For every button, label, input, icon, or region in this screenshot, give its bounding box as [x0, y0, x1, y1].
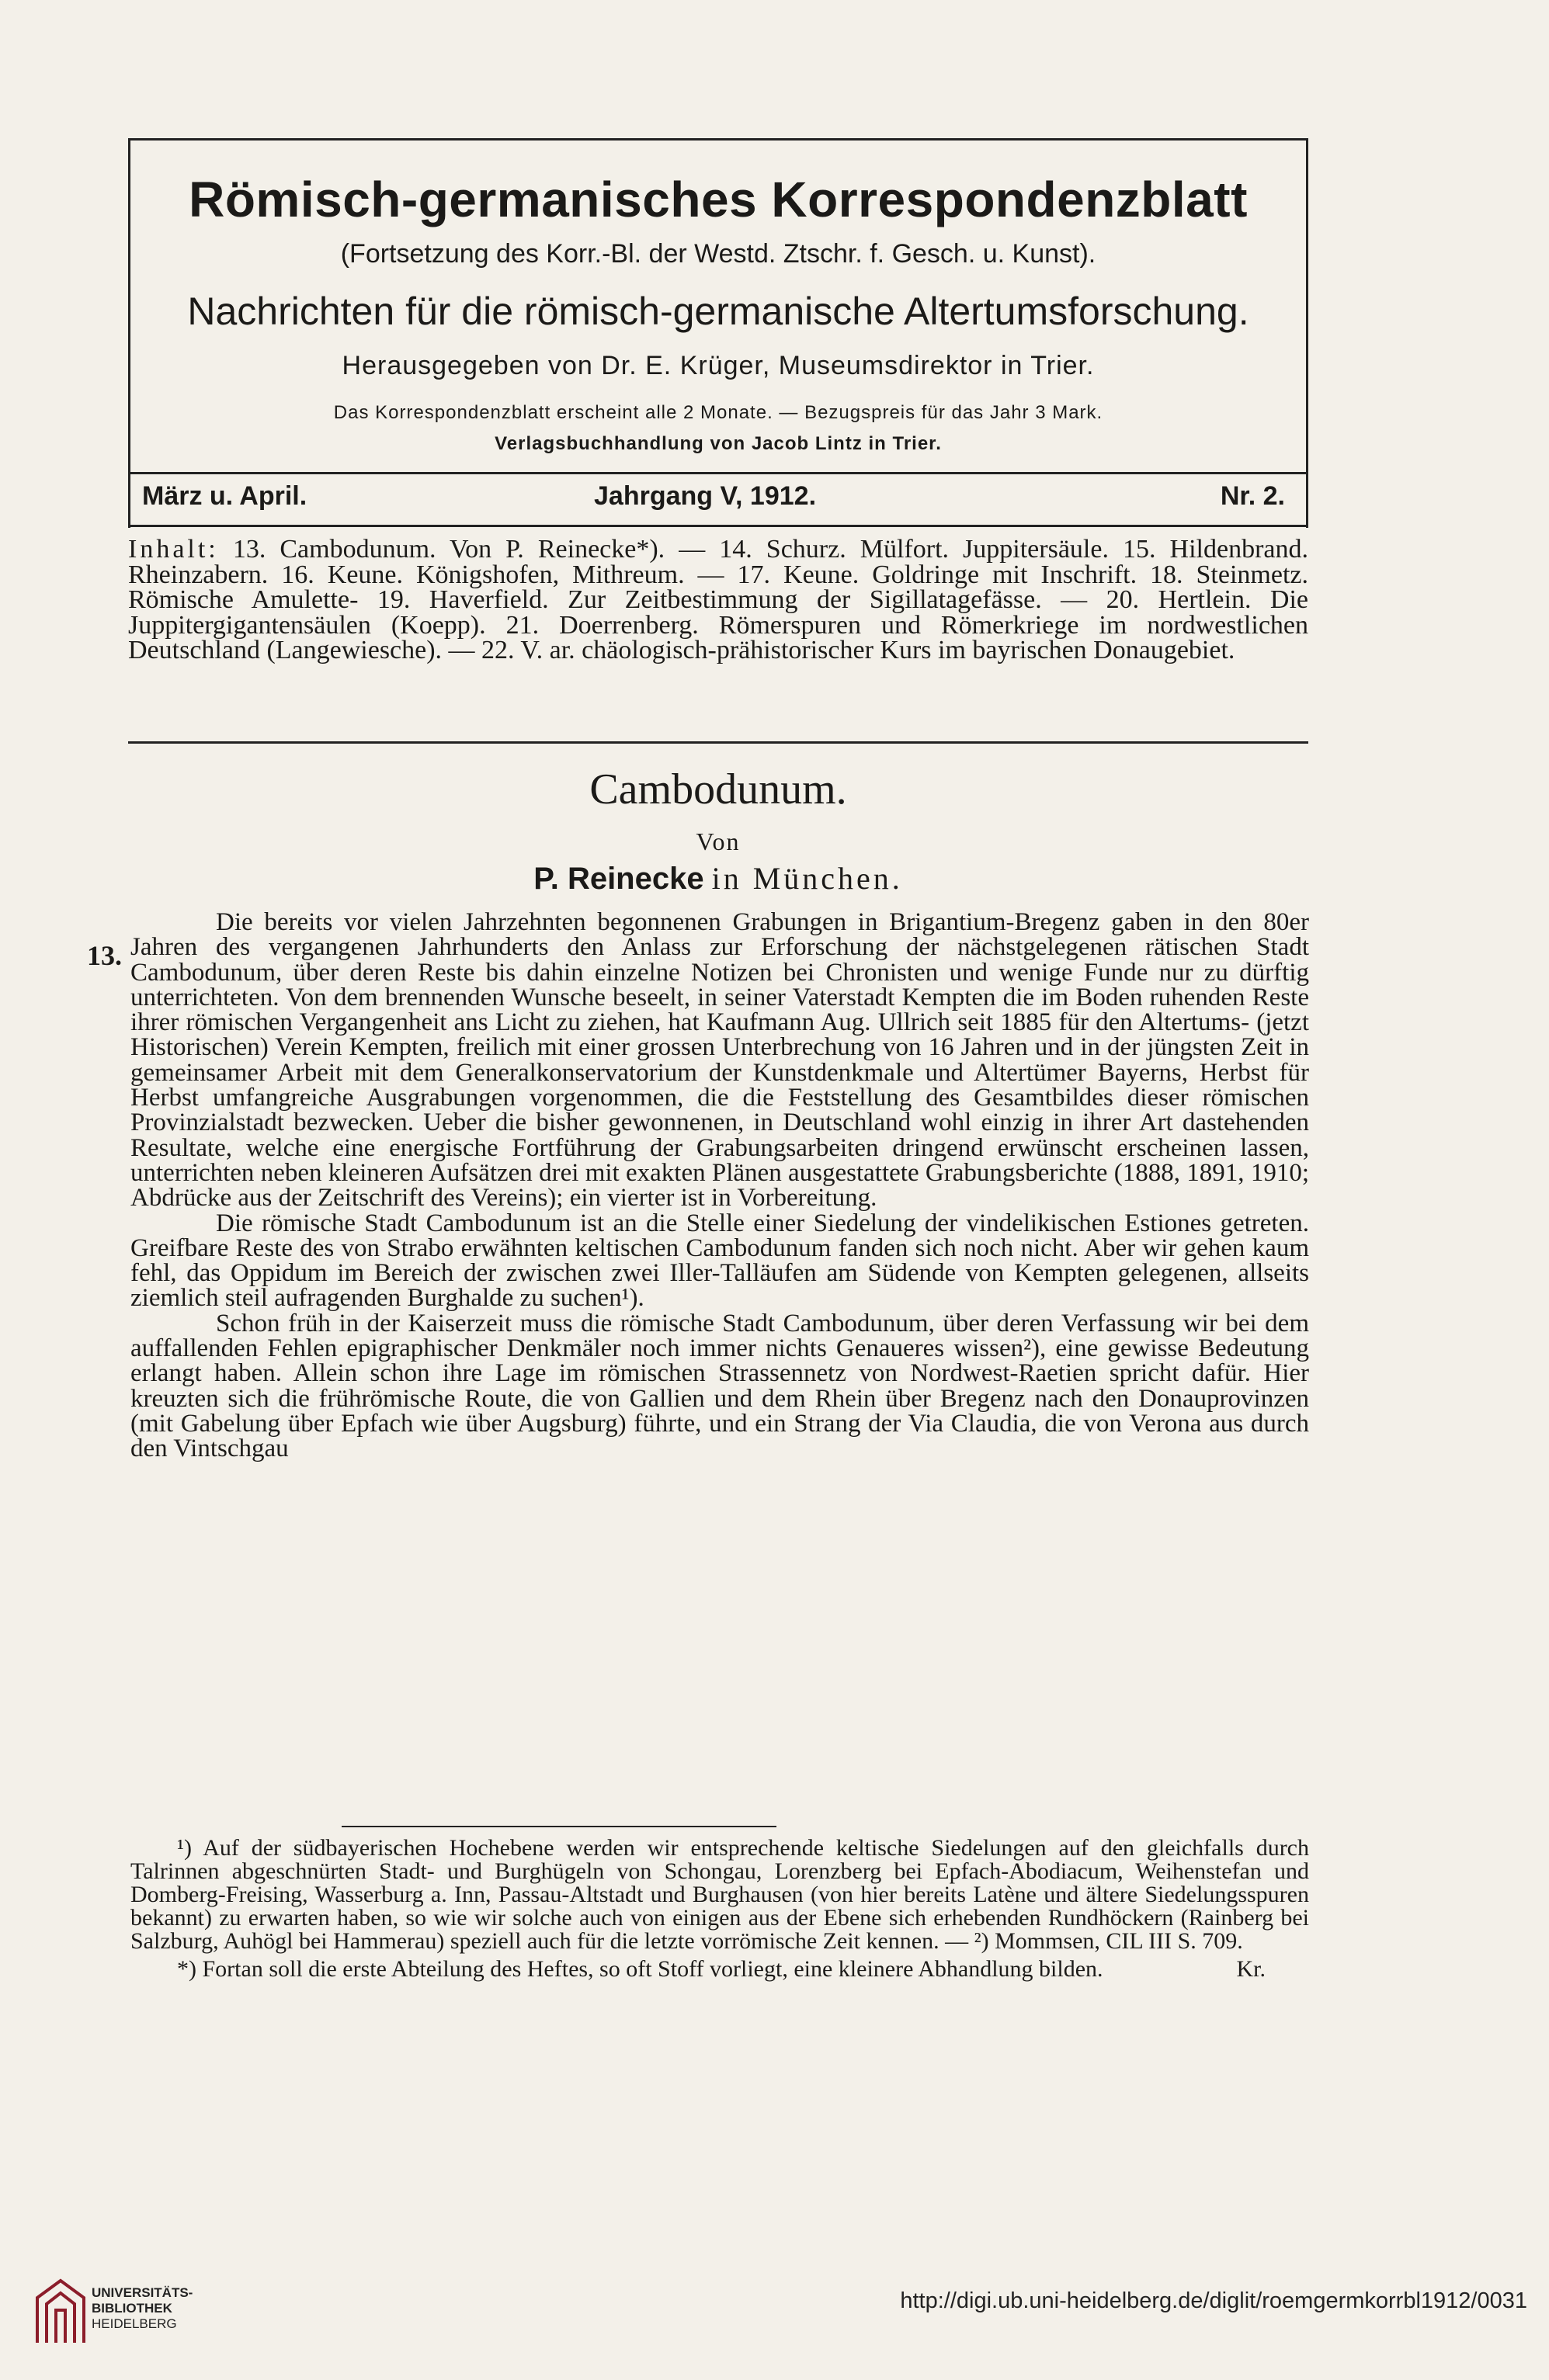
toc-entries: 13. Cambodunum. Von P. Reinecke*). — 14. Schurz. Mülfort. Juppitersäule. 15. Hildenbrand. Rheinzabern. 16. Keune. Königshofen, Mithreum. — 17. Keune. Goldringe mit Inschrift. 18. Steinmetz. Römische Amulette- 19. Haverfield. Zur Zeitbestimmung der Sigillatagefässe. — 20. Hertlein. Die Juppitergigantensäulen (Koepp). 21. Doerrenberg. Römerspuren und Römerkriege im nordwestlichen Deutschland (Langewiesche). — 22. V. ar. chäologisch-prähistorischer Kurs im bayrischen Donaugebiet. [128, 535, 1308, 664]
toc-label: Inhalt: [128, 535, 219, 564]
author-name: P. Reinecke [533, 862, 704, 896]
journal-subtitle: (Fortsetzung des Korr.-Bl. der Westd. Ztschr. f. Gesch. u. Kunst). [340, 239, 1096, 269]
footnote: ¹) Auf der südbayerischen Hochebene werden wir entsprechende keltische Siedelungen auf den gleichfalls durch Talrinnen abgeschnürten Stadt- und Burghügeln von Schongau, Lorenzberg bei Epfach-Abodiacum, Weihenstefan und Domberg-Freising, Wasserburg a. Inn, Passau-Altstadt und Burghausen (von hier bereits Latène und ältere Siedelungsspuren bekannt) zu erwarten haben, so wie wir solche auch von einigen aus der Ebene sich erhebenden Rundhöckern (Rainberg bei Salzburg, Auhögl bei Hammerau) speziell auch für die letzte vorrömische Zeit kennen. — ²) Mommsen, CIL III S. 709. [130, 1835, 1309, 1954]
library-line: BIBLIOTHEK [92, 2301, 172, 2316]
footnote [130, 1958, 1309, 1981]
margin-number: 13. [87, 940, 122, 971]
issue-info [128, 481, 1308, 520]
toc-rule [128, 741, 1308, 744]
library-line: HEIDELBERG [92, 2316, 177, 2331]
journal-tagline: Nachrichten für die römisch-germanische Altertumsforschung. [187, 290, 1249, 333]
paragraph: Die bereits vor vielen Jahrzehnten begonnenen Grabungen in Brigantium-Bregenz gaben in den 80er Jahren des vergangenen Jahrhunderts den Anlass zur Erforschung der nächstgelegenen rätischen Stadt Cambodunum, über deren Reste bis dahin einzelne Notizen bei Chronisten und wenige Funde nur zu dürftig unterrichteten. Von dem brennenden Wunsche beseelt, in seiner Vaterstadt Kempten die im Boden ruhenden Reste ihrer römischen Vergangenheit ans Licht zu ziehen, hat Kaufmann Aug. Ullrich seit 1885 für den Altertums- (jetzt Historischen) Verein Kempten, freilich mit einer grossen Unterbrechung von 16 Jahren und in der jüngsten Zeit in gemeinsamer Arbeit mit dem Generalkonservatorium der Kunstdenkmale und Altertümer Bayerns, Herbst für Herbst umfangreiche Ausgrabungen vorgenommen, die die Feststellung des Gesamtbildes dieser römischen Provinzialstadt bezwecken. Ueber die bisher gewonnenen, in Deutschland wohl einzig in ihrer Art dastehenden Resultate, welche eine energische Fortführung der Grabungsarbeiten dringend erwünscht erscheinen lassen, unterrichten neben kleineren Aufsätzen drei mit exakten Plänen ausgestattete Grabungsberichte (1888, 1891, 1910; Abdrücke aus der Zeitschrift des Vereins); ein vierter ist in Vorbereitung. [130, 908, 1309, 1213]
table-of-contents [128, 537, 1308, 664]
article-body [130, 910, 1309, 1462]
library-name [92, 2285, 193, 2332]
paragraph: Die römische Stadt Cambodunum ist an die Stelle einer Siedelung der vindelikischen Estiones getreten. Greifbare Reste des von Strabo erwähnten keltischen Cambodunum fanden sich noch nicht. Aber wir gehen kaum fehl, das Oppidum im Bereich der zwischen zwei Iller-Talläufen am Südende von Kempten gelegenen, allseits ziemlich steil aufragenden Burghalde zu suchen¹). [130, 1209, 1309, 1313]
issue-month: März u. April. [142, 481, 307, 511]
issue-year: Jahrgang V, 1912. [594, 481, 817, 511]
paragraph: Schon früh in der Kaiserzeit muss die römische Stadt Cambodunum, über deren Verfassung wir bei dem auffallenden Fehlen epigraphischer Denkmäler noch immer nichts Genaueres wissen²), eine gewisse Bedeutung erlangt haben. Allein schon ihre Lage im römischen Strassennetz von Nordwest-Raetien spricht dafür. Hier kreuzten sich die frührömische Route, die von Gallien und dem Rhein über Bregenz nach den Donauprovinzen (mit Gabelung über Epfach wie über Augsburg) führte, und ein Strang der Via Claudia, die von Verona aus durch den Vintschgau [130, 1309, 1309, 1463]
journal-frequency: Das Korrespondenzblatt erscheint alle 2 Monate. — Bezugspreis für das Jahr 3 Mark. [333, 402, 1103, 423]
library-logo-icon [30, 2274, 92, 2348]
footnote-text: *) Fortan soll die erste Abteilung des Heftes, so oft Stoff vorliegt, eine kleinere Abhandlung bilden. [177, 1956, 1103, 1982]
footnote-separator [342, 1826, 776, 1827]
masthead-rule-bottom [128, 525, 1308, 527]
article-title: Cambodunum. [589, 765, 847, 814]
article-author [128, 860, 1308, 897]
masthead-rule-top [128, 472, 1308, 474]
article-von: Von [696, 827, 741, 855]
issue-number: Nr. 2. [1220, 481, 1285, 511]
journal-title: Römisch-germanisches Korrespondenzblatt [189, 172, 1248, 227]
source-url-link[interactable]: http://digi.ub.uni-heidelberg.de/diglit/roemgermkorrbl1912/0031 [900, 2288, 1527, 2313]
library-line: UNIVERSITÄTS- [92, 2285, 193, 2300]
footnotes [130, 1837, 1309, 1981]
footnote-initials: Kr. [1236, 1956, 1266, 1982]
journal-publisher: Verlagsbuchhandlung von Jacob Lintz in Trier. [495, 433, 942, 454]
journal-editor: Herausgegeben von Dr. E. Krüger, Museumsdirektor in Trier. [342, 351, 1095, 380]
author-place: in München. [711, 861, 903, 896]
